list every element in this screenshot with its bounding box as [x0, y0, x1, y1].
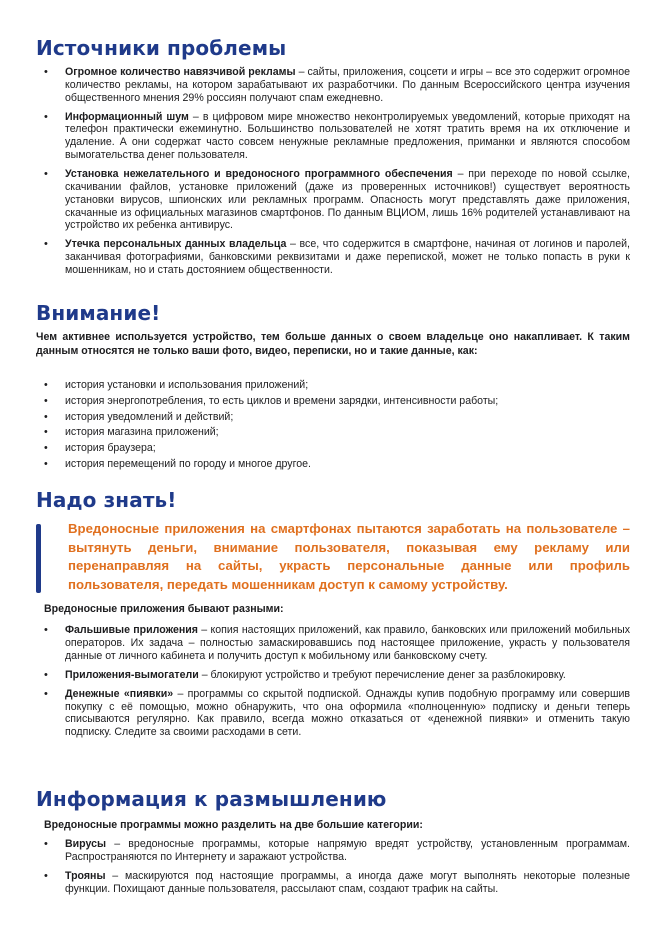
list-item — [44, 66, 630, 104]
item-text: – блокируют устройство и требуют перечисление денег за разблокировку. — [198, 668, 566, 681]
bullet-icon: • — [44, 838, 48, 850]
categories-list — [44, 838, 630, 902]
data-types-list — [44, 378, 630, 473]
item-text: – программы со скрытой подпиской. Однажды купив подобную программу или совершив покупку с её помощью, можно обнаружить, что она оформила «полноценную» подписку и деньги теперь списываются регулярно. Как правило, всегда можно отказаться от «денежной пиявки» и отменить такую подписку. Следите за своими расходами в сети. — [65, 687, 630, 739]
bullet-icon: • — [44, 110, 48, 123]
bullet-icon: • — [44, 426, 48, 439]
list-item — [44, 425, 630, 441]
list-item — [44, 688, 630, 739]
item-text: – при переходе по новой ссылке, скачивании файлов, установке приложений (даже из проверенных источников!) существует вероятность установки вирусов, шпионских или рекламных программ. Опасность могут представлять даже приложения, скачанные из официальных магазинов смартфонов. По данным ВЦИОМ, лишь 16% родителей устанавливают на устройство их ребенка антивирус. — [65, 168, 630, 232]
heading-attention: Внимание! — [36, 301, 161, 325]
heading-food-for-thought: Информация к размышлению — [36, 787, 387, 811]
bullet-icon: • — [44, 66, 48, 78]
item-term: Трояны — [65, 869, 106, 882]
bullet-icon: • — [44, 410, 48, 423]
item-term: Утечка персональных данных владельца — [65, 238, 287, 251]
item-text: – копия настоящих приложений, как правило, банковских или приложений мобильных операторов. Их задача – полностью замаскировавшись под настоящее приложение, украсть у пользователя данные от личного кабинета и получить доступ к мобильному или банковскому счету. — [65, 624, 630, 662]
bullet-icon: • — [44, 624, 48, 636]
list-item — [44, 441, 630, 457]
item-text: – вредоносные программы, которые напрямую вредят устройству, установленным программам. Распространяются по Интернету и заражают устройства. — [65, 838, 630, 863]
list-item — [44, 457, 630, 473]
list-item — [44, 870, 630, 896]
item-text: история перемещений по городу и многое другое. — [65, 457, 311, 470]
bullet-icon: • — [44, 869, 48, 882]
item-term: Огромное количество навязчивой рекламы — [65, 66, 296, 78]
attention-intro: Чем активнее используется устройство, тем больше данных о своем владельце оно накапливает. К таким данным относятся не только ваши фото, видео, переписки, но и такие данные, как: — [36, 331, 630, 357]
list-item — [44, 838, 630, 864]
malware-types-list — [44, 624, 630, 745]
list-item — [44, 238, 630, 276]
bullet-icon: • — [44, 168, 48, 181]
item-term: Денежные «пиявки» — [65, 687, 174, 700]
list-item — [44, 378, 630, 394]
bullet-icon: • — [44, 457, 48, 470]
item-text: – в цифровом мире множество неконтролируемых уведомлений, которые приходят на телефон практически ежеминутно. Большинство пользователей не хотят тратить время на их отключение и удаление. А они содержат часто совсем ненужные рекламные предложения, приманки и являются способом вымогательства денег пользователя. — [65, 110, 631, 162]
item-text: история магазина приложений; — [65, 426, 219, 439]
item-term: Фальшивые приложения — [65, 624, 198, 636]
item-text: – все, что содержится в смартфоне, начиная от логинов и паролей, заканчивая фотографиями, банковскими реквизитами и даже перепиской, может не только попасть в руки к мошенникам, но и стать достоянием общественности. — [65, 238, 630, 277]
callout-text: Вредоносные приложения на смартфонах пытаются заработать на пользователе – вытянуть деньги, внимание пользователя, показывая ему рекламу или перенаправляя на сайты, украсть персональные данные или профиль пользователя, передать мошенникам доступ к самому устройству. — [68, 521, 630, 592]
bullet-icon: • — [44, 668, 48, 681]
bullet-icon: • — [44, 687, 48, 700]
categories-subheading: Вредоносные программы можно разделить на две большие категории: — [44, 819, 423, 831]
heading-must-know: Надо знать! — [36, 488, 177, 512]
list-item — [44, 624, 630, 662]
item-text: история браузера; — [65, 442, 156, 455]
item-text: – сайты, приложения, соцсети и игры – все это содержит огромное количество рекламы, на котором зарабатывают их разработчики. По данным Всероссийского центра изучения общественного мнения 29% россиян получают спам ежедневно. — [65, 66, 630, 104]
bullet-icon: • — [44, 379, 48, 391]
item-text: история энергопотребления, то есть циклов и времени зарядки, интенсивности работы; — [65, 394, 499, 407]
item-term: Вирусы — [65, 838, 107, 850]
callout-accent-bar — [36, 524, 41, 593]
bullet-icon: • — [44, 238, 48, 251]
list-item — [44, 669, 630, 682]
list-item — [44, 394, 630, 410]
item-text: – маскируются под настоящие программы, а иногда даже могут выполнять некоторые полезные функции. Похищают данные пользователя, рассылают спам, создают трафик на сайты. — [65, 869, 630, 895]
malware-types-subheading: Вредоносные приложения бывают разными: — [44, 603, 284, 615]
list-item — [44, 111, 630, 162]
bullet-icon: • — [44, 442, 48, 455]
item-term: Информационный шум — [65, 110, 189, 123]
list-item — [44, 410, 630, 426]
item-text: история уведомлений и действий; — [65, 410, 234, 423]
item-term: Приложения-вымогатели — [65, 668, 199, 681]
problem-sources-list — [44, 66, 630, 283]
heading-problem-sources: Источники проблемы — [36, 36, 287, 60]
list-item — [44, 168, 630, 232]
item-term: Установка нежелательного и вредоносного программного обеспечения — [65, 168, 453, 181]
bullet-icon: • — [44, 394, 48, 407]
item-text: история установки и использования приложений; — [65, 379, 309, 391]
